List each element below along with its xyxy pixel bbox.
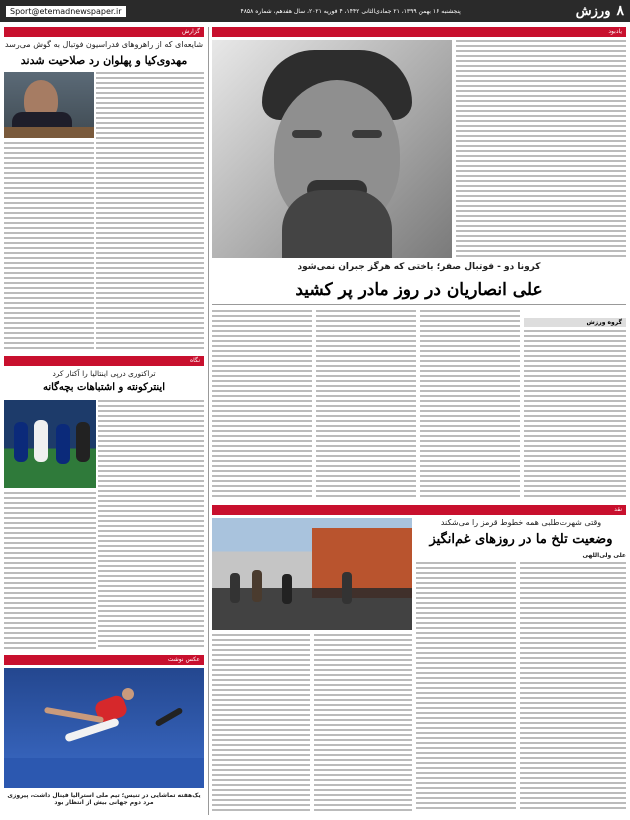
football-photo (4, 400, 96, 488)
story2-body-col2 (4, 492, 96, 650)
main-headline[interactable]: علی انصاریان در روز مادر پر کشید (295, 280, 543, 300)
website-email[interactable]: Sport@etemadnewspaper.ir (6, 6, 126, 17)
kicker-report: گزارش (4, 27, 204, 37)
bottom-headline[interactable]: وضعیت تلخ ما در روزهای غم‌انگیز (429, 532, 613, 547)
column-divider (208, 27, 209, 815)
page-number: ۸ (616, 3, 624, 19)
bottom-subtitle: وقتی شهرت‌طلبی همه خطوط قرمز را می‌شکند (440, 518, 602, 527)
story2-headline[interactable]: اینترکونته و اشتباهات بچه‌گانه (42, 382, 165, 393)
main-body-col2 (316, 310, 416, 500)
divider (212, 304, 626, 305)
story2-subtitle: تراکتوری درپی اینتالیا را آکتار کرد (52, 369, 156, 378)
story-body-col2 (4, 142, 94, 352)
main-subtitle: کرونا دو - فوتبال صفر؛ باختی که هرگز جبران نمی‌شود (297, 262, 541, 272)
portrait-photo (4, 72, 94, 138)
kicker-critique: نقد (212, 505, 626, 515)
main-body-top (456, 40, 626, 258)
page-header (0, 0, 630, 22)
tennis-photo (4, 668, 204, 788)
story-subtitle: شایعه‌ای که از راهروهای فدراسیون فوتبال به گوش می‌رسد (4, 40, 204, 49)
crowd-photo (212, 518, 412, 630)
bottom-body-col2 (416, 562, 516, 812)
bottom-body-col1 (520, 562, 626, 812)
kicker-memorial: یادبود (212, 27, 626, 37)
story-headline[interactable]: مهدوی‌کیا و پهلوان رد صلاحیت شدند (20, 54, 188, 67)
dateline: پنجشنبه ۱۶ بهمن ۱۳۹۹، ۲۱ جمادی‌الثانی ۱۴۴۲، ۴ فوریه ۲۰۲۱، سال هفدهم، شماره ۴۸۵۸ (240, 7, 461, 15)
section-name: ورزش (575, 3, 611, 19)
main-body-col3 (420, 310, 520, 500)
kicker-view: نگاه (4, 356, 204, 366)
main-body-col4 (524, 330, 626, 500)
kicker-photo: عکس نوشت (4, 655, 204, 665)
ansarian-portrait (212, 40, 452, 258)
kicker-group: گروه ورزش (524, 318, 626, 327)
bottom-body-col4 (212, 634, 310, 812)
main-body-col1 (212, 310, 312, 500)
story2-body-col1 (98, 400, 204, 650)
photo-caption: یک‌هفته تماشایی در تنیس؛ تیم ملی استرالیا فینال داشت، پیروزی مرد دوم جهانی بیش از انتظار بود (7, 792, 201, 806)
bottom-body-col3 (314, 634, 412, 812)
byline: علی ولی‌اللهی (582, 552, 626, 559)
story-body-col1 (96, 72, 204, 352)
